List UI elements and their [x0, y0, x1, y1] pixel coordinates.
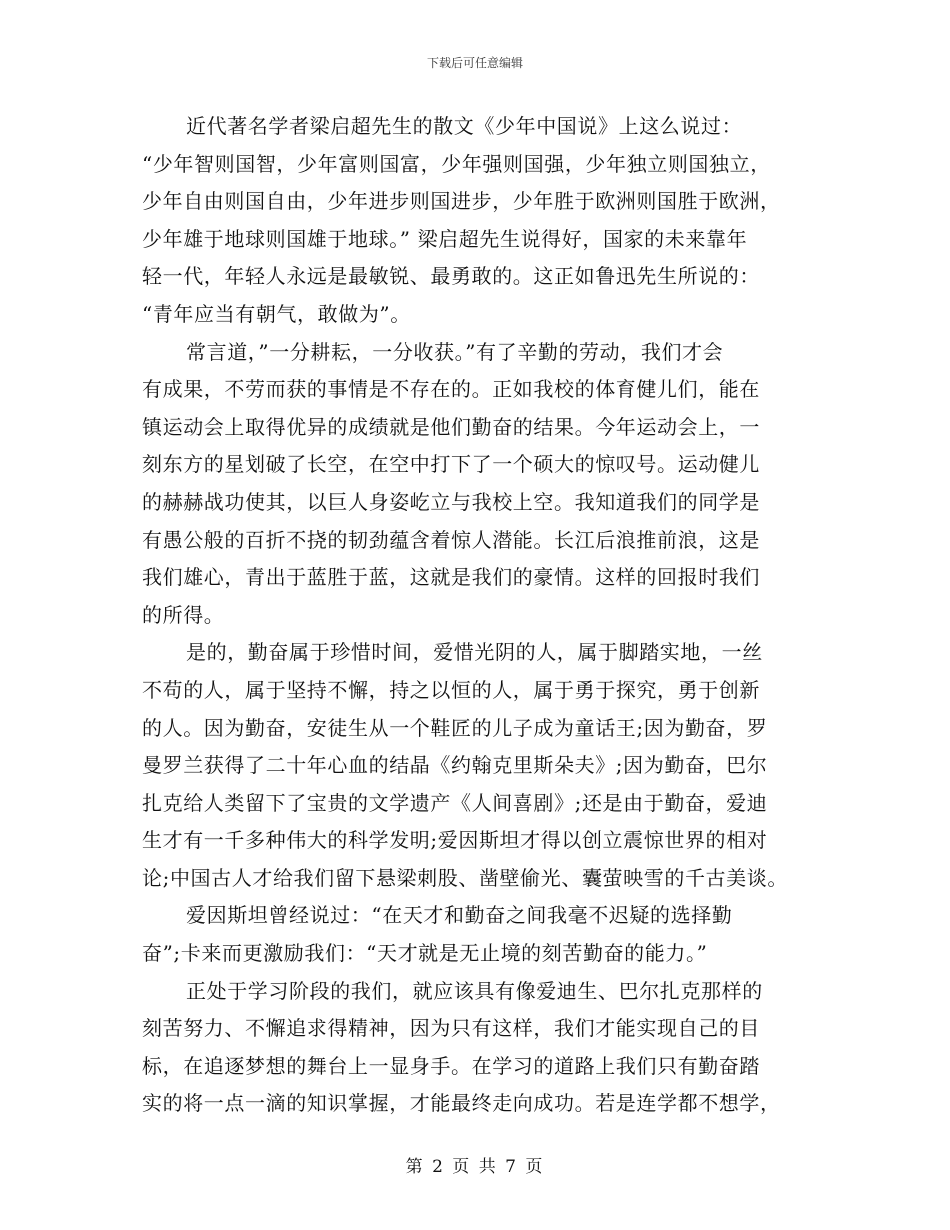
- header-note: 下载后可任意编辑: [426, 56, 523, 70]
- text-line: 正处于学习阶段的我们，就应该具有像爱迪生、巴尔扎克那样的: [186, 978, 763, 1003]
- text-line: 刻东方的星划破了长空，在空中打下了一个硕大的惊叹号。运动健儿: [142, 452, 760, 477]
- text-line: 是的，勤奋属于珍惜时间，爱惜光阴的人，属于脚踏实地，一丝: [186, 640, 763, 665]
- text-line: 刻苦努力、不懈追求得精神，因为只有这样，我们才能实现自己的目: [142, 1016, 760, 1041]
- page-number: 第 2 页 共 7 页: [405, 1157, 545, 1177]
- text-line: 镇运动会上取得优异的成绩就是他们勤奋的结果。今年运动会上，一: [142, 414, 760, 439]
- text-line: 近代著名学者梁启超先生的散文《少年中国说》上这么说过：: [186, 114, 743, 138]
- text-line: 有愚公般的百折不挠的韧劲蕴含着惊人潜能。长江后浪推前浪，这是: [142, 527, 760, 552]
- text-line: 论;中国古人才给我们留下悬梁刺股、凿壁偷光、囊萤映雪的千古美谈。: [142, 865, 788, 890]
- text-line: 少年自由则国自由，少年进步则国进步，少年胜于欧洲则国胜于欧洲，: [142, 189, 781, 214]
- text-line: 曼罗兰获得了二十年心血的结晶《约翰克里斯朵夫》;因为勤奋，巴尔: [142, 753, 768, 778]
- text-line: 的赫赫战功使其，以巨人身姿屹立与我校上空。我知道我们的同学是: [142, 489, 760, 514]
- text-line: 奋”;卡来而更激励我们：“天才就是无止境的刻苦勤奋的能力。”: [142, 941, 708, 966]
- text-line: 常言道，”一分耕耘，一分收获。”有了辛勤的劳动，我们才会: [186, 339, 724, 364]
- text-line: “少年智则国智，少年富则国富，少年强则国强，少年独立则国独立，: [142, 151, 771, 176]
- document-body: [142, 108, 822, 1123]
- text-line: 轻一代，年轻人永远是最敏锐、最勇敢的。这正如鲁迅先生所说的：: [142, 264, 760, 289]
- text-line: 实的将一点一滴的知识掌握，才能最终走向成功。若是连学都不想学，: [142, 1091, 781, 1116]
- text-line: 扎克给人类留下了宝贵的文学遗产《人间喜剧》;还是由于勤奋，爱迪: [142, 790, 768, 815]
- text-line: 少年雄于地球则国雄于地球。” 梁启超先生说得好，国家的未来靠年: [142, 226, 748, 251]
- text-line: 生才有一千多种伟大的科学发明;爱因斯坦才得以创立震惊世界的相对: [142, 828, 768, 853]
- text-line: 标，在追逐梦想的舞台上一显身手。在学习的道路上我们只有勤奋踏: [142, 1053, 760, 1078]
- text-line: 爱因斯坦曾经说过：“在天才和勤奋之间我毫不迟疑的选择勤: [186, 903, 733, 928]
- text-line: 不苟的人，属于坚持不懈，持之以恒的人，属于勇于探究，勇于创新: [142, 677, 760, 702]
- text-line: 有成果，不劳而获的事情是不存在的。正如我校的体育健儿们，能在: [142, 377, 760, 402]
- text-line: 的人。因为勤奋，安徒生从一个鞋匠的儿子成为童话王;因为勤奋，罗: [142, 715, 768, 740]
- text-line: “青年应当有朝气，敢做为”。: [142, 301, 411, 326]
- text-line: 的所得。: [142, 602, 225, 627]
- text-line: 我们雄心，青出于蓝胜于蓝，这就是我们的豪情。这样的回报时我们: [142, 565, 760, 590]
